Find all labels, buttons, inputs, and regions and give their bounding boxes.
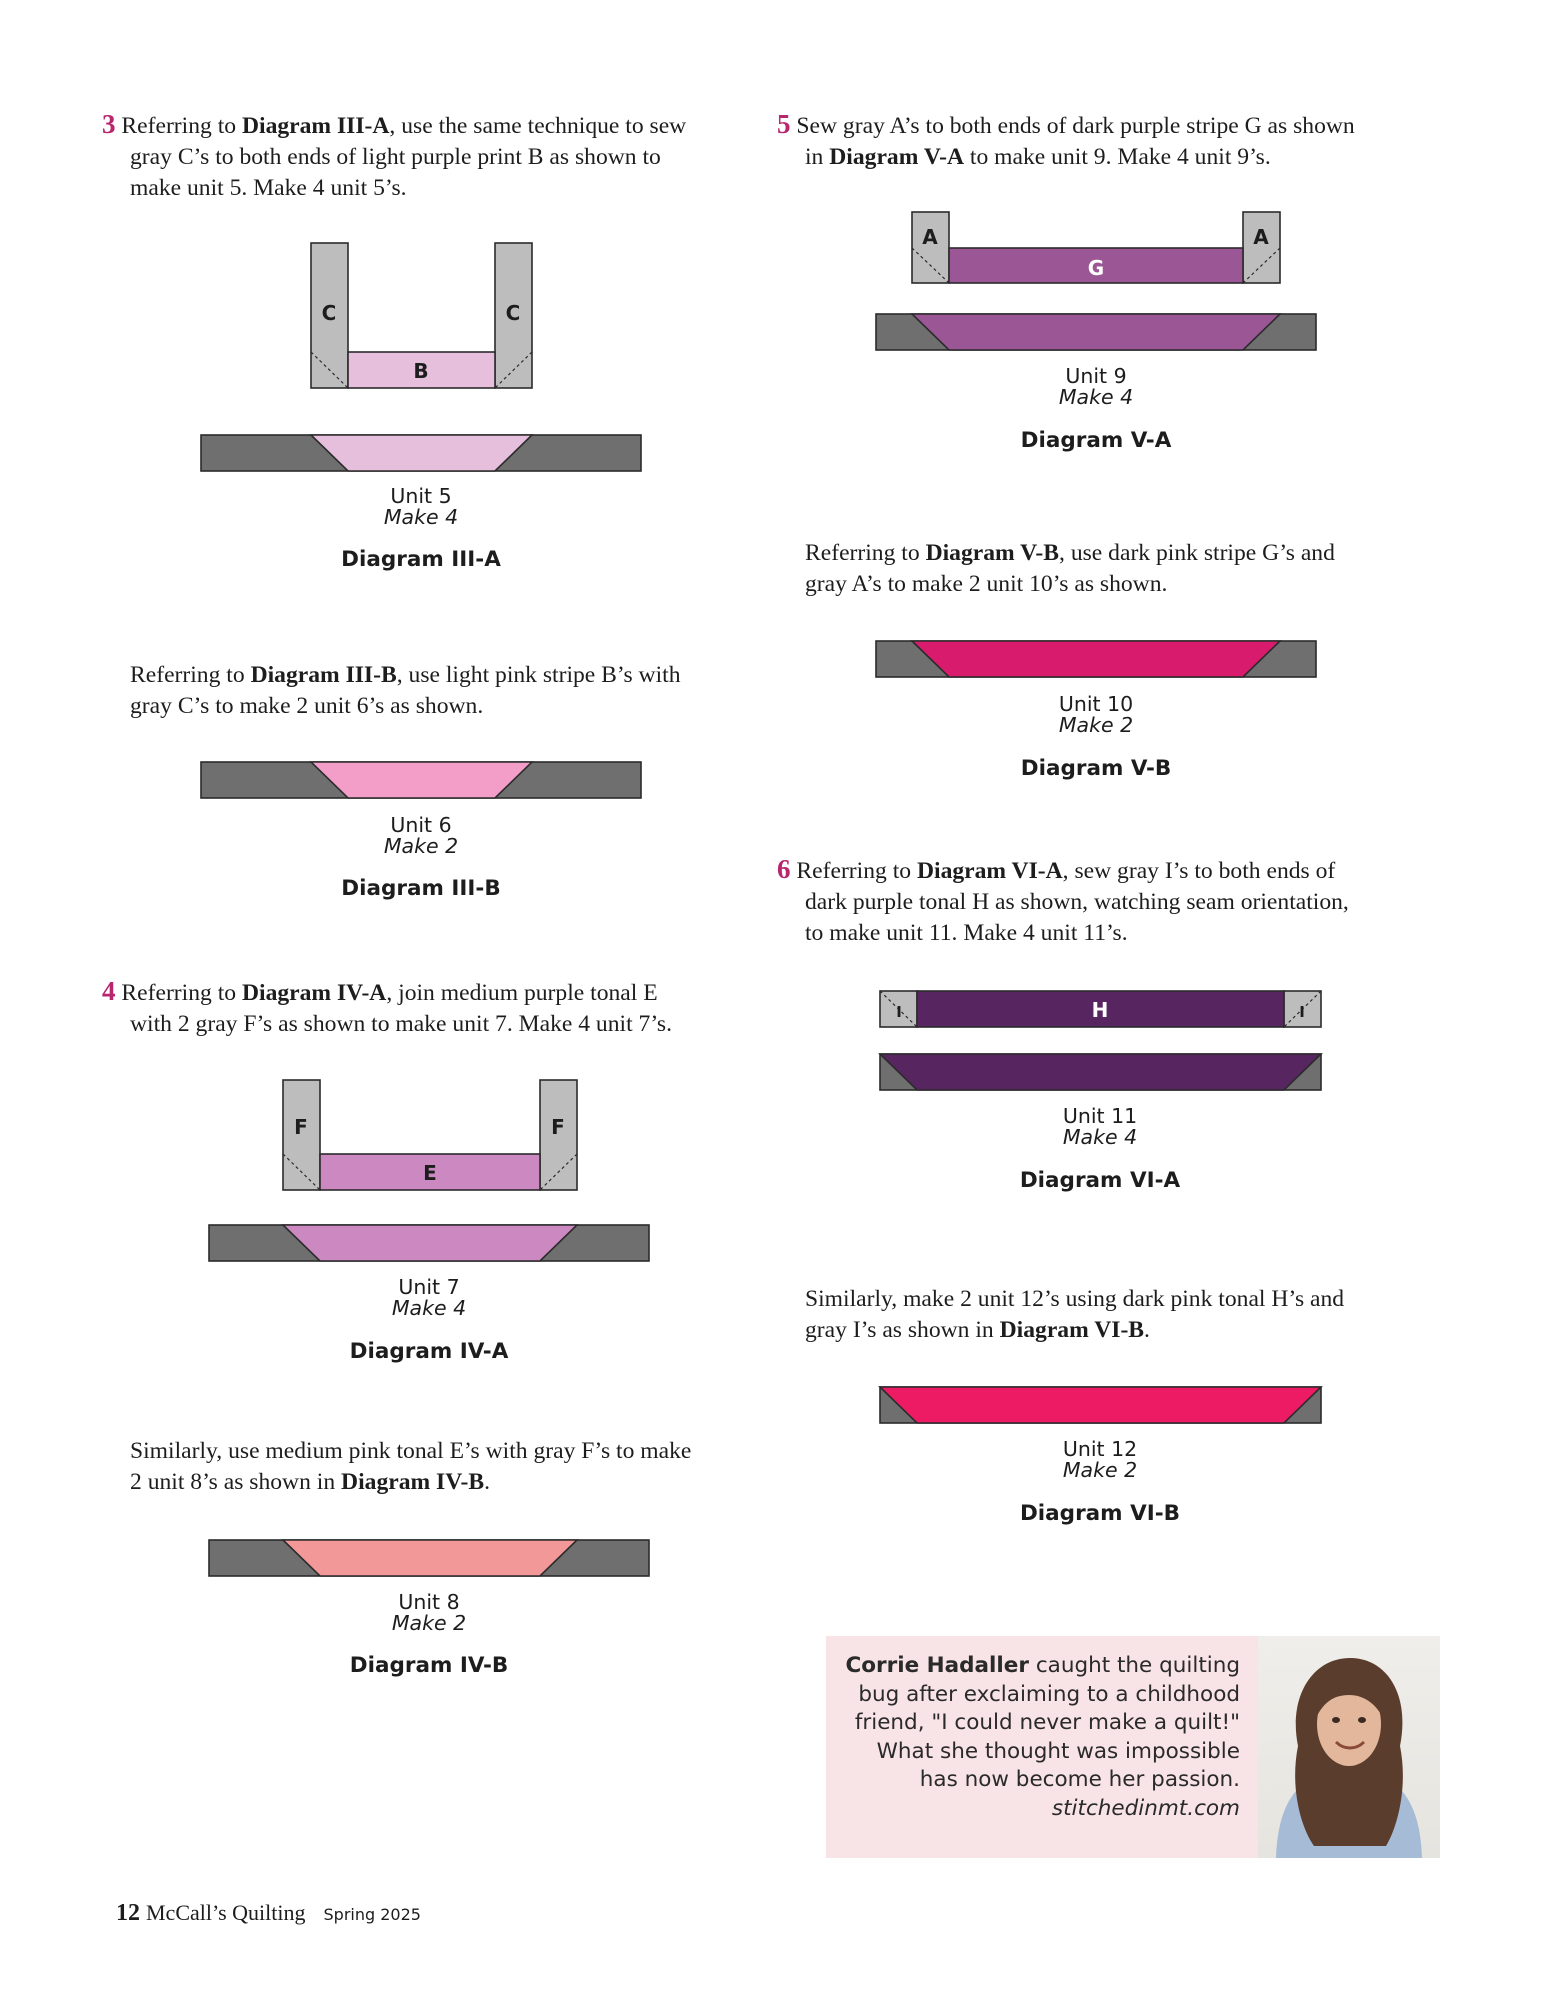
step-number: 3 <box>102 109 116 139</box>
designer-name: Corrie Hadaller <box>845 1653 1029 1678</box>
piece-label-c-right: C <box>505 301 521 325</box>
piece-label-h: H <box>1091 998 1109 1022</box>
unit-7-label: Unit 7 Make 4 <box>391 1275 467 1320</box>
unit-5-label: Unit 5 Make 4 <box>383 484 459 529</box>
unit-11-center <box>880 1054 1321 1090</box>
step-5-paragraph: 5 Sew gray A’s to both ends of dark purple stripe G as shown in Diagram V-A to make unit 9. Make 4 unit 9’s. <box>777 109 1355 170</box>
diagram-iv-b-title: Diagram IV-B <box>349 1653 509 1678</box>
piece-label-a-right: A <box>1253 225 1269 249</box>
step-6-paragraph: 6 Referring to Diagram VI-A, sew gray I’s to both ends of dark purple tonal H as shown, watching seam orientation, to make unit 11. Make 4 unit 11’s. <box>777 854 1349 946</box>
unit-9-center <box>912 314 1280 350</box>
issue-label: Spring 2025 <box>323 1905 421 1924</box>
piece-label-c-left: C <box>321 301 337 325</box>
unit-5-center <box>311 435 532 471</box>
page-number: 12 <box>116 1900 140 1926</box>
unit-9-label: Unit 9 Make 4 <box>1058 364 1134 409</box>
diagram-iii-a-title: Diagram III-A <box>341 547 501 572</box>
magazine-name: McCall’s Quilting <box>146 1900 306 1925</box>
diagram-v-b-title: Diagram V-B <box>1020 756 1172 781</box>
piece-label-f-right: F <box>551 1115 565 1139</box>
diagram-iv-a-title: Diagram IV-A <box>349 1339 509 1364</box>
designer-bio-text: Corrie Hadaller caught the quilting bug after exclaiming to a childhood friend, "I could never make a quilt!" What she thought was impossible has now become her passion. stitchedinmt.com <box>840 1652 1240 1823</box>
diagram-iii-a-drawing <box>201 243 641 471</box>
unit-10-center <box>912 641 1280 677</box>
step-3-paragraph: 3 Referring to Diagram III-A, use the same technique to sew gray C’s to both ends of light purple print B as shown to make unit 5. Make 4 unit 5’s. <box>102 109 687 201</box>
step-3b-paragraph: Referring to Diagram III-B, use light pink stripe B’s with gray C’s to make 2 unit 6’s as shown. <box>130 662 681 719</box>
piece-label-e: E <box>423 1161 437 1185</box>
unit-8-center <box>283 1540 577 1576</box>
unit-12-label: Unit 12 Make 2 <box>1062 1437 1138 1482</box>
portrait-icon <box>1258 1636 1440 1858</box>
unit-6-center <box>311 762 532 798</box>
diagram-iv-b-drawing <box>209 1540 649 1576</box>
designer-bio-box <box>826 1636 1440 1858</box>
step-number: 6 <box>777 854 791 884</box>
diagram-vi-b-drawing <box>880 1387 1321 1423</box>
designer-photo <box>1258 1636 1440 1858</box>
piece-label-g: G <box>1087 256 1105 280</box>
step-4b-paragraph: Similarly, use medium pink tonal E’s with gray F’s to make 2 unit 8’s as shown in Diagram IV-B. <box>130 1438 692 1495</box>
diagram-iii-b-title: Diagram III-B <box>341 876 501 901</box>
unit-7-center <box>283 1225 577 1261</box>
diagram-vi-a-drawing <box>880 991 1321 1090</box>
page-footer <box>116 1900 421 1927</box>
diagram-v-a-title: Diagram V-A <box>1020 428 1172 453</box>
unit-10-label: Unit 10 Make 2 <box>1058 692 1134 737</box>
step-5b-paragraph: Referring to Diagram V-B, use dark pink stripe G’s and gray A’s to make 2 unit 10’s as shown. <box>805 540 1335 597</box>
diagram-iii-b-drawing <box>201 762 641 798</box>
unit-6-label: Unit 6 Make 2 <box>383 813 459 858</box>
piece-label-b: B <box>413 359 429 383</box>
piece-label-i-left: I <box>896 1003 902 1021</box>
piece-label-a-left: A <box>922 225 938 249</box>
step-number: 5 <box>777 109 791 139</box>
unit-12-center <box>880 1387 1321 1423</box>
step-number: 4 <box>102 976 116 1006</box>
diagram-v-b-drawing <box>876 641 1316 677</box>
step-4-paragraph: 4 Referring to Diagram IV-A, join medium purple tonal E with 2 gray F’s as shown to make unit 7. Make 4 unit 7’s. <box>102 976 672 1037</box>
designer-website[interactable]: stitchedinmt.com <box>1051 1795 1240 1821</box>
unit-11-label: Unit 11 Make 4 <box>1062 1104 1138 1149</box>
piece-label-i-right: I <box>1299 1003 1305 1021</box>
diagram-vi-b-title: Diagram VI-B <box>1019 1501 1181 1526</box>
piece-label-f-left: F <box>294 1115 308 1139</box>
step-6b-paragraph: Similarly, make 2 unit 12’s using dark pink tonal H’s and gray I’s as shown in Diagram VI-B. <box>805 1286 1345 1343</box>
unit-8-label: Unit 8 Make 2 <box>391 1590 467 1635</box>
diagram-iv-a-drawing <box>209 1080 649 1261</box>
diagram-vi-a-title: Diagram VI-A <box>1019 1168 1181 1193</box>
diagram-v-a-drawing <box>876 212 1316 350</box>
